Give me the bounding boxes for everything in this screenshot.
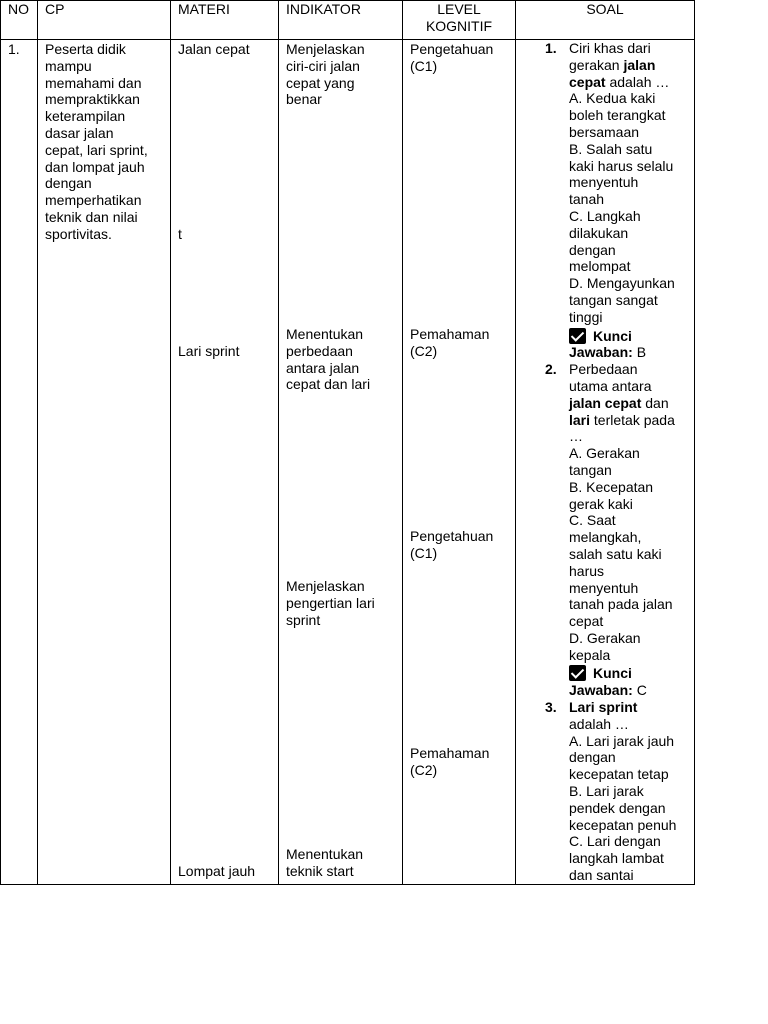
answer-key: Jawaban: C — [569, 682, 647, 699]
indikator-block — [286, 41, 365, 108]
question-text: lari terletak pada — [569, 411, 675, 428]
option-line: pendek dengan — [569, 799, 666, 816]
cp-line: keterampilan — [45, 108, 126, 125]
option-line: boleh terangkat — [569, 107, 666, 124]
indikator-line: ciri-ciri jalan — [286, 57, 360, 74]
cp-line: dasar jalan — [45, 124, 114, 141]
option-line: A. Lari jarak jauh — [569, 732, 675, 749]
indikator-block — [286, 578, 375, 628]
column-divider — [402, 0, 403, 885]
option-line: tanah — [569, 191, 605, 208]
indikator-line: Menjelaskan — [286, 578, 365, 594]
indikator-line: perbedaan — [286, 342, 353, 359]
header-level-line: LEVEL — [437, 1, 481, 17]
option-line: dengan — [569, 241, 616, 258]
cp-line: dan lompat jauh — [45, 158, 145, 175]
cp-line: cepat, lari sprint, — [45, 141, 148, 158]
answer-value: B — [636, 344, 647, 361]
option-line: salah satu kaki — [569, 545, 662, 562]
option-line: B. Kecepatan — [569, 478, 654, 495]
option-line: tinggi — [569, 308, 603, 325]
indikator-block — [286, 846, 363, 880]
option-line: kecepatan penuh — [569, 816, 677, 833]
option-line: melompat — [569, 258, 631, 275]
option-line: menyentuh — [569, 579, 639, 596]
option-line: gerak kaki — [569, 495, 633, 512]
column-divider — [278, 0, 279, 885]
table-border-right — [694, 0, 695, 885]
level-line: Pengetahuan — [410, 41, 494, 57]
option-line: cepat — [569, 613, 604, 630]
table-border-left — [0, 0, 1, 885]
level-block — [410, 745, 489, 779]
indikator-line: teknik start — [286, 862, 354, 879]
cp-line: memahami dan — [45, 74, 142, 91]
question-number: 3. — [545, 699, 557, 716]
level-line: Pemahaman — [410, 745, 490, 761]
option-line: kaki harus selalu — [569, 157, 674, 174]
level-line: (C2) — [410, 342, 438, 359]
materi-lompat-jauh: Lompat jauh — [178, 863, 256, 879]
question-1 — [516, 40, 694, 90]
option-line: dilakukan — [569, 224, 629, 241]
indikator-line: Menentukan — [286, 326, 364, 342]
option-line: kecepatan tetap — [569, 766, 669, 783]
indikator-line: antara jalan — [286, 359, 360, 376]
question-2 — [516, 361, 694, 445]
header-indikator: INDIKATOR — [286, 1, 361, 17]
question-text: … — [569, 428, 583, 445]
option-line: menyentuh — [569, 174, 639, 191]
answer-key: Kunci — [569, 328, 694, 345]
answer-key: Jawaban: B — [569, 344, 647, 361]
question-2-options — [516, 445, 694, 699]
question-text: Ciri khas dari — [569, 40, 651, 56]
indikator-line: Menentukan — [286, 846, 364, 862]
option-line: A. Gerakan — [569, 445, 640, 462]
question-3-options — [516, 733, 694, 884]
materi-fragment: t — [178, 226, 182, 242]
answer-key: Kunci — [569, 665, 694, 682]
option-line: A. Kedua kaki — [569, 90, 656, 107]
option-line: tangan sangat — [569, 291, 658, 308]
question-number: 2. — [545, 361, 557, 378]
materi-lari-sprint: Lari sprint — [178, 343, 240, 359]
cp-line: mempraktikkan — [45, 91, 140, 108]
soal-cell — [516, 40, 694, 884]
option-line: B. Lari jarak — [569, 783, 644, 800]
level-line: (C2) — [410, 761, 438, 778]
level-block — [410, 528, 493, 562]
option-line: C. Langkah — [569, 207, 641, 224]
header-materi: MATERI — [178, 1, 230, 17]
question-text: adalah … — [569, 715, 629, 732]
option-line: kepala — [569, 646, 611, 663]
option-line: D. Gerakan — [569, 629, 641, 646]
question-text: jalan cepat dan — [569, 394, 669, 411]
header-soal: SOAL — [586, 1, 624, 17]
option-line: tanah pada jalan — [569, 596, 673, 613]
cp-cell — [45, 41, 148, 243]
answer-value: C — [636, 682, 647, 699]
indikator-line: pengertian lari — [286, 594, 375, 611]
column-divider — [170, 0, 171, 885]
question-text: Perbedaan — [569, 361, 638, 378]
header-no: NO — [8, 1, 29, 17]
option-line: D. Mengayunkan — [569, 275, 675, 292]
column-divider — [37, 0, 38, 885]
cp-line: dengan — [45, 175, 92, 192]
question-text: Lari sprint — [569, 699, 638, 716]
materi-jalan-cepat: Jalan cepat — [178, 41, 250, 57]
cp-line: Peserta didik — [45, 41, 126, 57]
question-text: cepat adalah … — [569, 73, 670, 90]
level-block — [410, 41, 493, 75]
option-line: langkah lambat — [569, 850, 664, 867]
question-1-options — [516, 90, 694, 361]
level-line: (C1) — [410, 544, 438, 561]
option-line: C. Saat — [569, 512, 616, 529]
level-line: (C1) — [410, 57, 438, 74]
indikator-line: sprint — [286, 611, 321, 628]
cp-line: sportivitas. — [45, 225, 112, 242]
level-line: Pengetahuan — [410, 528, 494, 544]
option-line: melangkah, — [569, 529, 642, 546]
level-line: Pemahaman — [410, 326, 490, 342]
cp-line: mampu — [45, 57, 92, 74]
question-text: utama antara — [569, 377, 652, 394]
option-line: harus — [569, 562, 605, 579]
question-number: 1. — [545, 40, 557, 56]
indikator-block — [286, 326, 370, 393]
option-line: C. Lari dengan — [569, 833, 661, 850]
indikator-line: benar — [286, 91, 322, 108]
level-block — [410, 326, 489, 360]
option-line: dan santai — [569, 867, 634, 884]
option-line: dengan — [569, 749, 616, 766]
header-cp: CP — [45, 1, 65, 17]
checkbox-check-icon — [569, 328, 586, 344]
checkbox-check-icon — [569, 665, 586, 681]
indikator-line: cepat yang — [286, 74, 355, 91]
option-line: B. Salah satu — [569, 140, 653, 157]
header-level-line: KOGNITIF — [425, 17, 493, 34]
header-level-kognitif — [403, 1, 515, 35]
indikator-line: Menjelaskan — [286, 41, 365, 57]
option-line: tangan — [569, 461, 612, 478]
row-number: 1. — [8, 41, 20, 57]
question-3 — [516, 699, 694, 733]
cp-line: memperhatikan — [45, 192, 142, 209]
question-text: gerakan jalan — [569, 56, 656, 73]
table-border-bottom — [0, 884, 695, 885]
cp-line: teknik dan nilai — [45, 208, 138, 225]
option-line: bersamaan — [569, 123, 640, 140]
indikator-line: cepat dan lari — [286, 376, 371, 393]
